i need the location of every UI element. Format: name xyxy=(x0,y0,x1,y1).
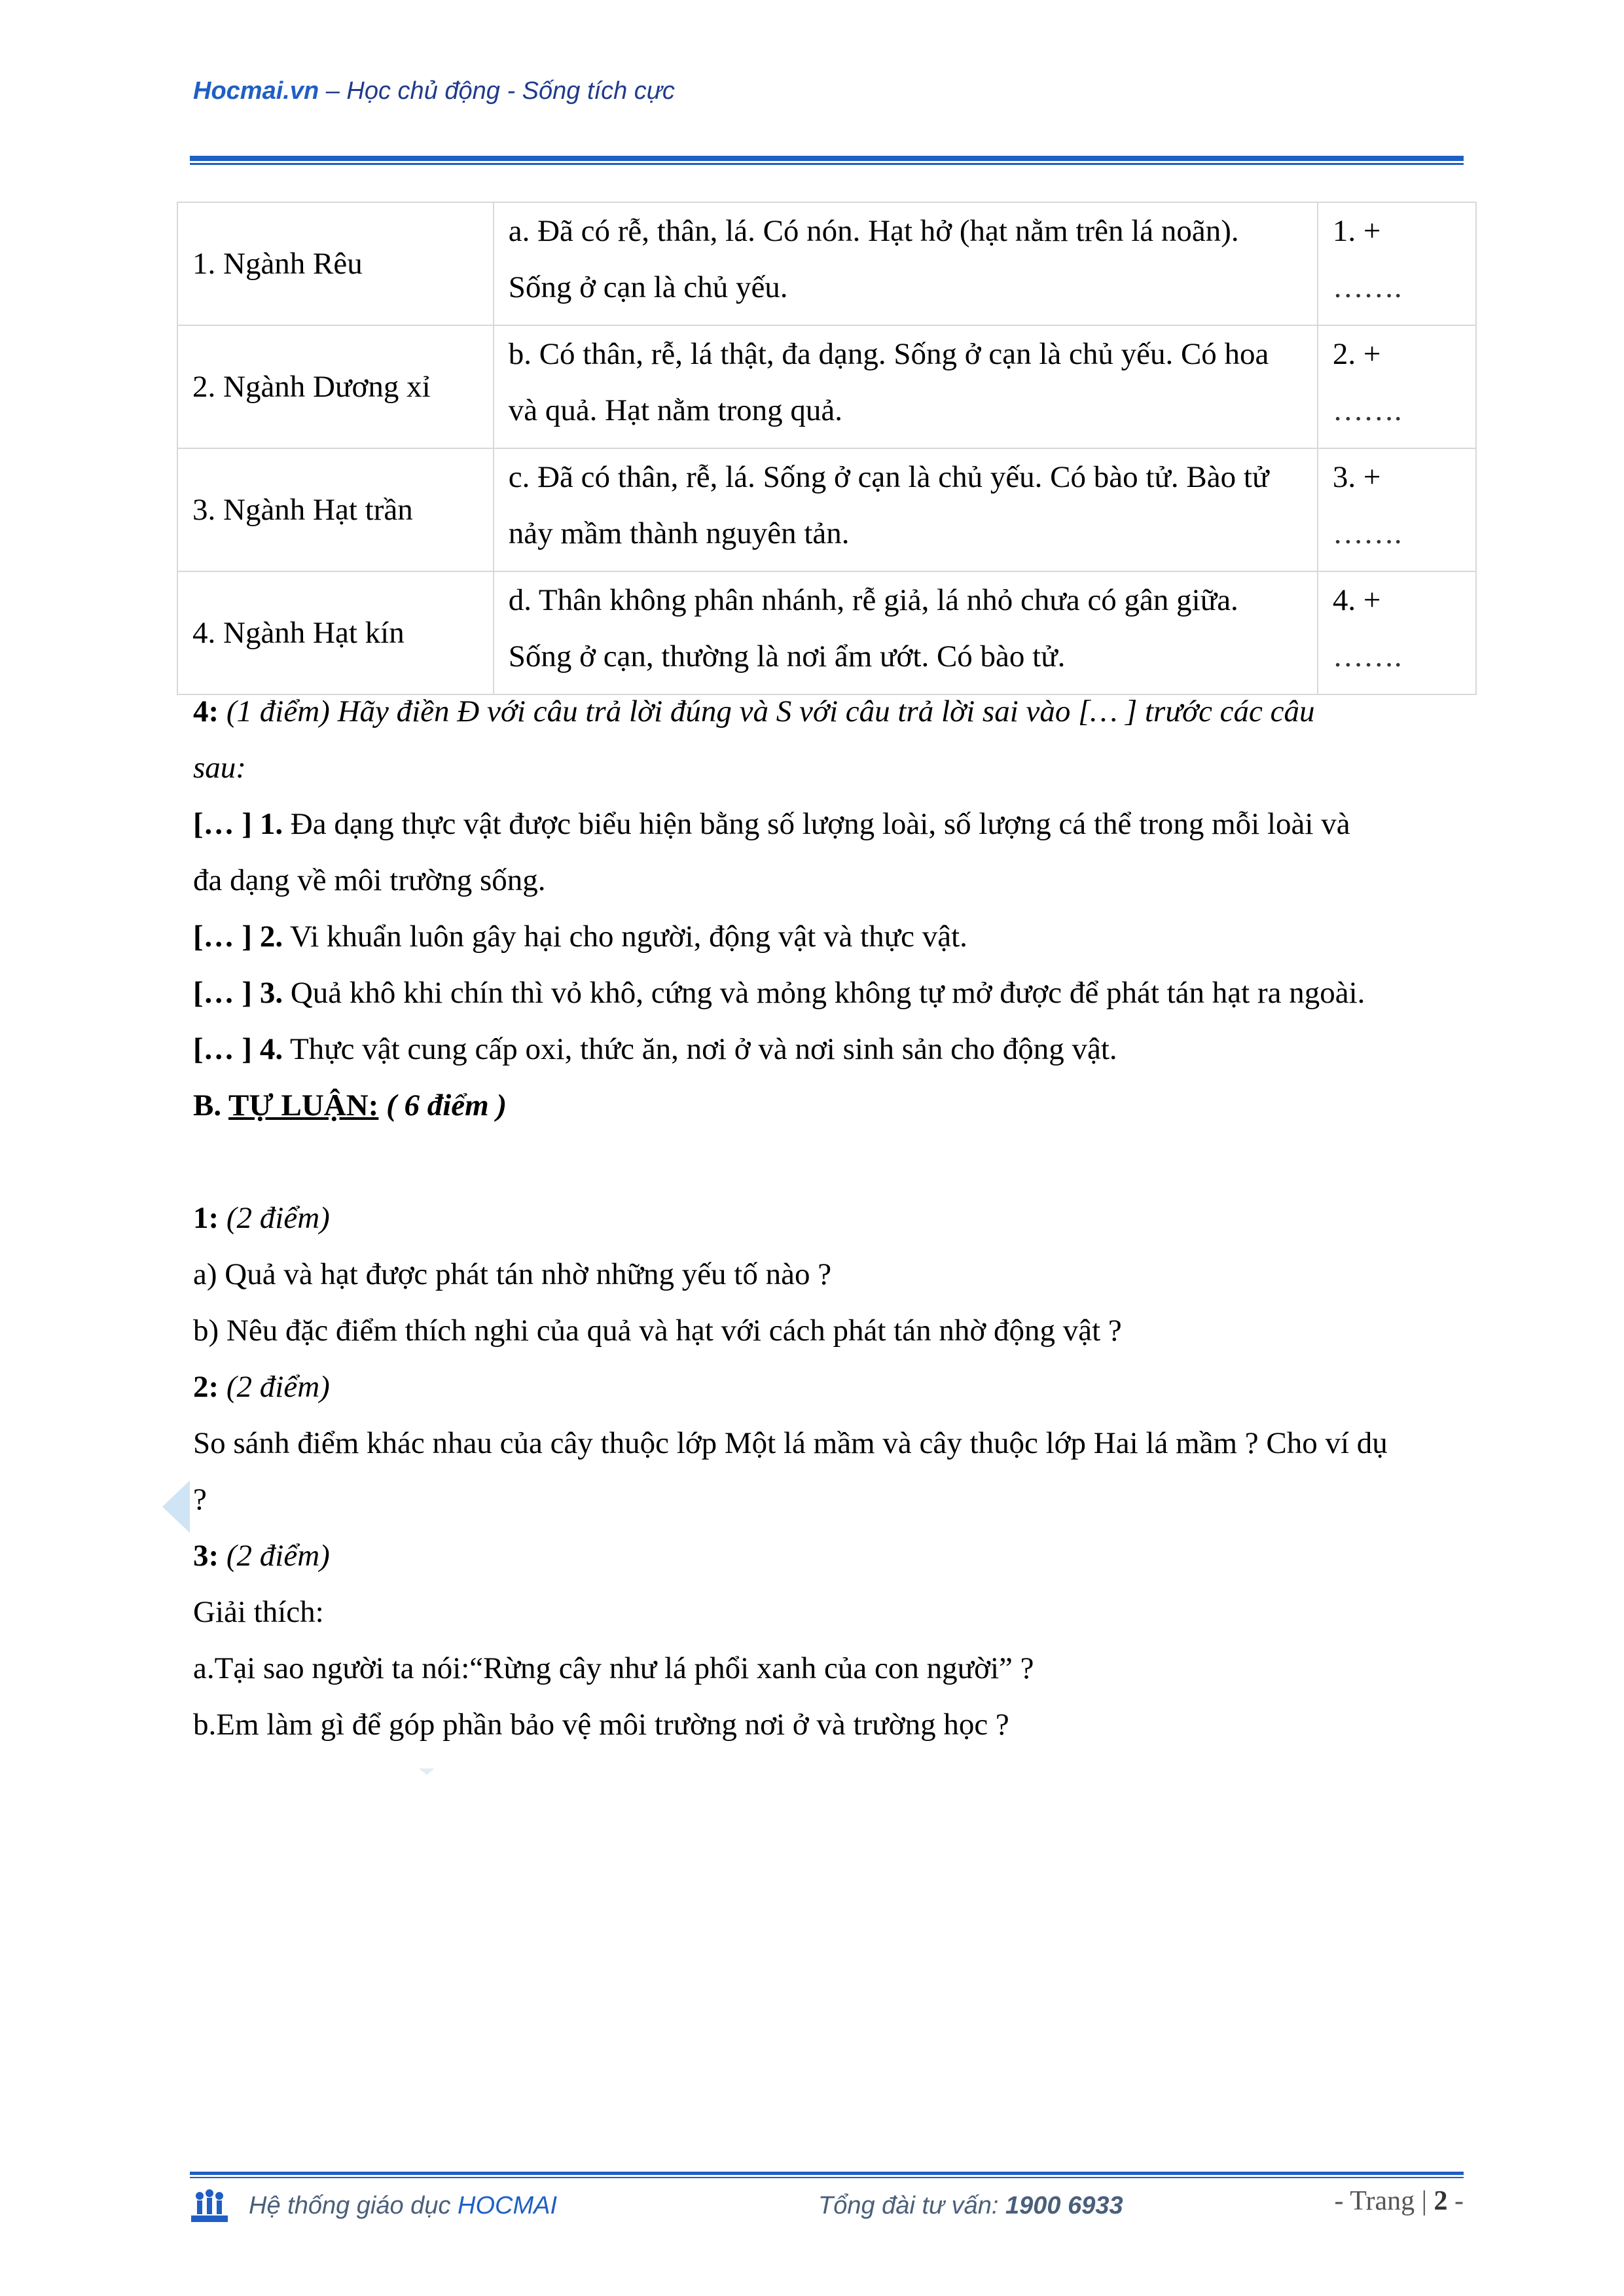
item-number: 2. xyxy=(259,920,283,954)
footer-brand: HOCMAI xyxy=(458,2192,558,2219)
q4-instruction: (1 điểm) Hãy điền Đ với câu trả lời đúng và S với câu trả lời sai vào [… ] trước các câu xyxy=(219,694,1315,728)
page-header xyxy=(193,77,675,105)
answer-number: 4. + xyxy=(1332,583,1381,617)
answer-blank: ……. xyxy=(1332,270,1402,304)
question-points: (2 điểm) xyxy=(219,1201,330,1235)
header-rule xyxy=(190,156,1464,165)
q4-prompt xyxy=(193,694,1315,729)
table-cell-answer xyxy=(1318,325,1476,448)
answer-number: 1. + xyxy=(1332,214,1381,248)
answer-box: [… ] xyxy=(193,1032,253,1066)
answer-number: 2. + xyxy=(1332,337,1381,371)
table-cell-answer xyxy=(1318,571,1476,694)
essay-q3-b: b.Em làm gì để góp phần bảo vệ môi trường nơi ở và trường học ? xyxy=(193,1708,1009,1742)
essay-q1-b: b) Nêu đặc điểm thích nghi của quả và hạt với cách phát tán nhờ động vật ? xyxy=(193,1314,1122,1348)
table-cell-description: b. Có thân, rễ, lá thật, đa dạng. Sống ở cạn là chủ yếu. Có hoa và quả. Hạt nằm trong quả. xyxy=(494,325,1318,448)
section-b-heading xyxy=(193,1088,507,1123)
essay-q3-a: a.Tại sao người ta nói:“Rừng cây như lá phổi xanh của con người” ? xyxy=(193,1651,1034,1685)
item-number: 3. xyxy=(259,976,283,1010)
table-row xyxy=(177,325,1476,448)
answer-number: 3. + xyxy=(1332,460,1381,494)
q4-number: 4: xyxy=(193,694,219,728)
hocmai-logo-icon xyxy=(190,2189,229,2225)
footer-system xyxy=(249,2192,557,2220)
question-points: (2 điểm) xyxy=(219,1370,330,1404)
question-number: 2: xyxy=(193,1370,219,1404)
decorative-arrow-icon xyxy=(162,1480,190,1533)
section-points: ( 6 điểm ) xyxy=(378,1088,507,1122)
q4-instruction-cont: sau: xyxy=(193,751,246,785)
q4-item-2 xyxy=(193,919,967,954)
answer-box: [… ] xyxy=(193,976,253,1010)
table-cell-group: 4. Ngành Hạt kín xyxy=(177,571,494,694)
essay-q3-intro: Giải thích: xyxy=(193,1595,324,1629)
answer-blank: ……. xyxy=(1332,639,1402,673)
section-prefix: B. xyxy=(193,1088,228,1122)
page-number xyxy=(1335,2185,1464,2217)
essay-q1-heading xyxy=(193,1200,330,1236)
decorative-mark-icon xyxy=(419,1768,435,1775)
table-row xyxy=(177,202,1476,325)
essay-q2-text: So sánh điểm khác nhau của cây thuộc lớp Một lá mầm và cây thuộc lớp Hai lá mầm ? Cho ví dụ xyxy=(193,1426,1388,1460)
answer-box: [… ] xyxy=(193,807,253,841)
essay-q2-text-cont: ? xyxy=(193,1482,207,1516)
table-cell-group: 2. Ngành Dương xỉ xyxy=(177,325,494,448)
table-cell-answer xyxy=(1318,202,1476,325)
hotline-label: Tổng đài tư vấn: xyxy=(818,2192,1006,2219)
table-cell-group: 3. Ngành Hạt trần xyxy=(177,448,494,571)
page-footer xyxy=(190,2186,1464,2229)
table-cell-description: c. Đã có thân, rễ, lá. Sống ở cạn là chủ yếu. Có bào tử. Bào tử nảy mầm thành nguyên tản. xyxy=(494,448,1318,571)
matching-table xyxy=(177,202,1477,695)
table-cell-description: d. Thân không phân nhánh, rễ giả, lá nhỏ chưa có gân giữa. Sống ở cạn, thường là nơi ẩm ướt. Có bào tử. xyxy=(494,571,1318,694)
section-title: TỰ LUẬN: xyxy=(228,1088,379,1122)
item-text: Vi khuẩn luôn gây hại cho người, động vật và thực vật. xyxy=(283,920,967,954)
essay-q2-heading xyxy=(193,1369,330,1405)
footer-system-text: Hệ thống giáo dục xyxy=(249,2192,458,2219)
answer-box: [… ] xyxy=(193,920,253,954)
q4-item-4 xyxy=(193,1031,1117,1067)
item-text: Đa dạng thực vật được biểu hiện bằng số lượng loài, số lượng cá thể trong mỗi loài và xyxy=(283,807,1350,841)
hotline-number: 1900 6933 xyxy=(1005,2192,1123,2219)
page-prefix: - Trang | xyxy=(1334,2186,1434,2216)
question-number: 3: xyxy=(193,1539,219,1573)
q4-item-1 xyxy=(193,806,1350,842)
answer-blank: ……. xyxy=(1332,393,1402,427)
essay-q1-a: a) Quả và hạt được phát tán nhờ những yếu tố nào ? xyxy=(193,1257,832,1291)
footer-hotline xyxy=(818,2192,1123,2220)
footer-rule xyxy=(190,2172,1464,2178)
item-number: 1. xyxy=(259,807,283,841)
item-number: 4. xyxy=(259,1032,283,1066)
table-cell-group: 1. Ngành Rêu xyxy=(177,202,494,325)
table-cell-description: a. Đã có rễ, thân, lá. Có nón. Hạt hở (hạt nằm trên lá noãn). Sống ở cạn là chủ yếu. xyxy=(494,202,1318,325)
question-number: 1: xyxy=(193,1201,219,1235)
q4-item-1-cont: đa dạng về môi trường sống. xyxy=(193,863,546,897)
item-text: Quả khô khi chín thì vỏ khô, cứng và mỏng không tự mở được để phát tán hạt ra ngoài. xyxy=(283,976,1365,1010)
table-cell-answer xyxy=(1318,448,1476,571)
header-brand: Hocmai.vn xyxy=(193,77,319,105)
page-number-value: 2 xyxy=(1434,2186,1448,2216)
q4-item-3 xyxy=(193,975,1365,1011)
table-row xyxy=(177,448,1476,571)
table-row xyxy=(177,571,1476,694)
answer-blank: ……. xyxy=(1332,516,1402,550)
page-suffix: - xyxy=(1447,2186,1464,2216)
question-points: (2 điểm) xyxy=(219,1539,330,1573)
header-tagline: – Học chủ động - Sống tích cực xyxy=(319,77,675,105)
essay-q3-heading xyxy=(193,1538,330,1573)
item-text: Thực vật cung cấp oxi, thức ăn, nơi ở và nơi sinh sản cho động vật. xyxy=(283,1032,1117,1066)
